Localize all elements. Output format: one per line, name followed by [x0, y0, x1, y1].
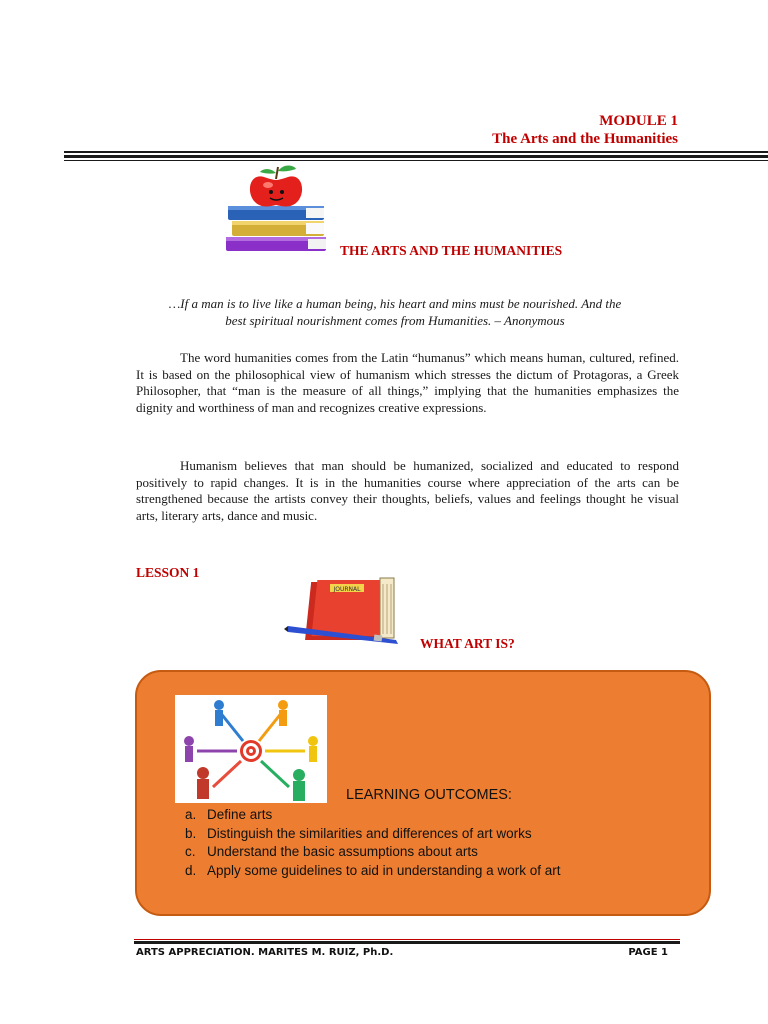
list-marker: b. [185, 825, 197, 841]
list-item [185, 862, 560, 881]
list-item [185, 806, 560, 825]
list-marker: c. [185, 844, 196, 859]
module-number: MODULE 1 [599, 113, 678, 129]
lesson-label: LESSON 1 [136, 565, 200, 580]
module-header [492, 112, 678, 148]
footer-rule-red [134, 939, 680, 940]
apple-icon [250, 166, 302, 207]
list-item [185, 825, 560, 844]
target-people-illustration [175, 695, 327, 803]
list-item-text: Distinguish the similarities and differences of art works [207, 825, 532, 841]
header-rule-top [64, 151, 768, 153]
learning-outcomes-list [185, 806, 560, 880]
journal-pen-illustration [284, 574, 416, 648]
quote-line-2: best spiritual nourishment comes from Humanities. – Anonymous [225, 313, 565, 328]
paragraph-humanities-definition: The word humanities comes from the Latin “humanus” which means human, cultured, refined. It is based on the philosophical view of humanism which stresses the dictum of Protagoras, a Greek Philosopher, that “man is the measure of all things,” implying that the humanities emphasizes the dignity and worthiness of man and recognizes creative expressions. [136, 350, 679, 415]
journal-label: JOURNAL [333, 586, 361, 593]
footer-rule-black [134, 941, 680, 944]
module-subtitle: The Arts and the Humanities [492, 131, 678, 147]
learning-outcomes-title: LEARNING OUTCOMES: [346, 787, 512, 803]
lesson-title: WHAT ART IS? [420, 636, 515, 651]
list-item-text: Understand the basic assumptions about arts [207, 844, 478, 859]
quote-line-1: …If a man is to live like a human being, his heart and mins must be nourished. And the [168, 296, 622, 311]
books-apple-illustration [222, 163, 334, 263]
list-item [185, 843, 560, 862]
list-marker: a. [185, 807, 197, 822]
target-icon [240, 740, 262, 762]
footer-author: ARTS APPRECIATION. MARITES M. RUIZ, Ph.D. [136, 947, 394, 958]
section-title: THE ARTS AND THE HUMANITIES [340, 243, 563, 258]
list-marker: d. [185, 862, 197, 878]
list-item-text: Define arts [207, 807, 273, 822]
opening-quote [140, 295, 650, 329]
header-rule-bottom [64, 160, 768, 161]
paragraph-humanism: Humanism believes that man should be humanized, socialized and educated to respond positively to rapid changes. It is in the humanities course where appreciation of the arts can be strengthened because the artists convey their thoughts, beliefs, values and feelings thought he visual arts, literary arts, dance and music. [136, 458, 679, 523]
header-rule-middle [64, 155, 768, 158]
footer-page-number: PAGE 1 [628, 947, 668, 958]
list-item-text: Apply some guidelines to aid in understanding a work of art [207, 862, 561, 878]
